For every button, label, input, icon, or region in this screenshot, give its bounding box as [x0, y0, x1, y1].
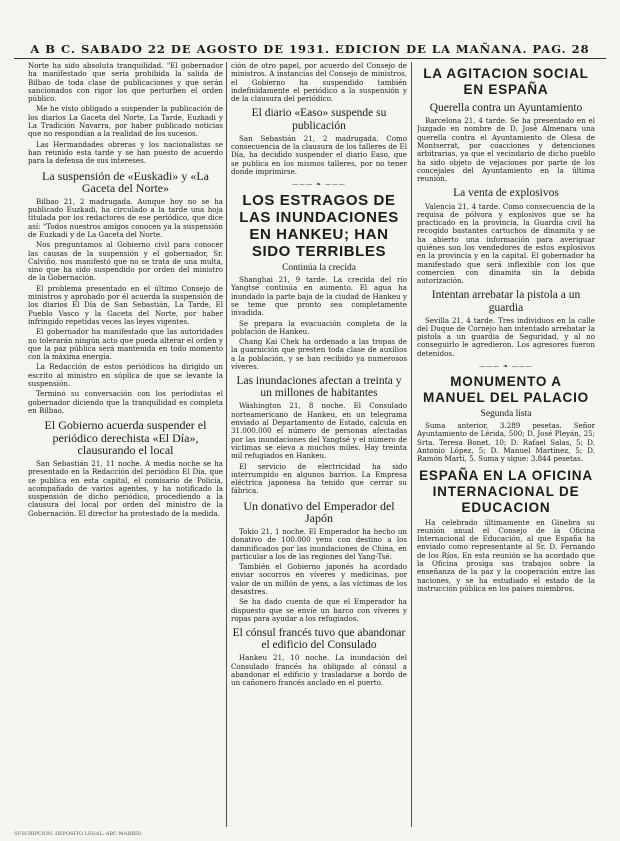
headline-educacion: ESPAÑA EN LA OFICINA INTERNACIONAL DE EDUCACION: [419, 467, 593, 515]
headline-el-dia: El Gobierno acuerda suspender el periódico derechista «El Día», clausurando el local: [44, 418, 207, 458]
article-text: También el Gobierno japonés ha acordado enviar socorros en víveres y medicinas, por valor de un millón de yens, a las víctimas de los desastres.: [231, 562, 407, 597]
headline-explosivos: La venta de explosivos: [453, 187, 559, 200]
article-text: Shanghai 21, 9 tarde. La crecida del río Yangtsé continúa en aumento. El agua ha inundado la parte baja de la ciudad de Hankeu y se teme que pronto sea completamente invadida.: [231, 275, 407, 318]
article-text: Me he visto obligado a suspender la publicación de los diarios La Gaceta del Norte, La Tarde, Euzkadi y La Tradición Navarra, por haber publicado noticias que no respondían a la realidad de los sucesos.: [28, 104, 223, 139]
headline-euskadi: La suspensión de «Euskadi» y «La Gaceta del Norte»: [42, 168, 209, 196]
article-text: Norte ha sido absoluta tranquilidad. "El gobernador ha manifestado que sería prohibida la salida de Bilbao de toda clase de publicaciones y que serán sancionados con rigor los que perturben el orden público.: [28, 62, 223, 104]
headline-hankeu: LOS ESTRAGOS DE LAS INUNDACIONES EN HANKEU; HAN SIDO TERRIBLES: [239, 192, 399, 261]
article-text: Wáshington 21, 8 noche. El Consulado norteamericano de Hankeu, en un telegrama enviado al Departamento de Estado, calcula en 31.000.000 el número de personas afectadas por las inundaciones del Yangtsé y el número de víctimas se eleva a muchos miles. Hay treinta mil refugiados en Hankeu.: [231, 401, 407, 461]
article-text: Las Hermandades obreras y los nacionalistas se han reunido esta tarde y se han puesto de acuerdo para la defensa de sus intereses.: [28, 139, 223, 166]
article-text: Barcelona 21, 4 tarde. Se ha presentado en el Juzgado en nombre de D. José Almenara una querella contra el Ayuntamiento de Olesa de Montserrat, por coacciones y detenciones arbitrarias, ya que el vecindario de dicho pueblo ha sido objeto de vejaciones por parte de los concejales del Ayuntamiento en la última reunión.: [417, 116, 595, 184]
subheadline: Continúa la crecida: [282, 263, 356, 274]
ornament-divider: ——— ❧ ———: [479, 363, 533, 371]
article-text: Bilbao 21, 2 madrugada. Aunque hoy no se ha publicado Euzkadi, ha circulado a la tarde una hoja titulada por los redactores de ese periódico, que dice así: "Todos nuestros amigos conocen ya la suspensión de Euzkadi y de La Gaceta del Norte.: [28, 196, 223, 239]
column-rule: [411, 62, 412, 827]
article-text: Se prepara la evacuación completa de la población de Hankeu.: [231, 318, 407, 336]
article-text: Tokio 21, 1 noche. El Emperador ha hecho un donativo de 100.000 yens con destino a los damnificados por las inundaciones de China, en particular a los de las regiones del Yang-Tsé.: [231, 526, 407, 561]
article-text: Valencia 21, 4 tarde. Como consecuencia de la requisa de pólvora y explosivos que se ha practicado en la provincia, la Guardia civil ha recogido bastantes cartuchos de dinamita y se ha abierto una información para averiguar quiénes son los vendedores de estos explosivos en la provincia y en la capital. El gobernador ha manifestado que será inflexible con los que comercien con dinamita sin la debida autorización.: [417, 201, 595, 286]
headline-pistola: Intentan arrebatar la pistola a un guardia: [431, 289, 581, 314]
headline-inundaciones: Las inundaciones afectan a treinta y un millones de habitantes: [236, 375, 402, 400]
footer-strip: SUSCRIPCION. DEPOSITO LEGAL. ABC MADRID: [14, 831, 142, 837]
headline-consul: El cónsul francés tuvo que abandonar el edificio del Consulado: [232, 627, 406, 652]
article-text: San Sebastián 21, 2 madrugada. Como consecuencia de la clausura de los talleres de El Día, ha decidido suspender el diario Easo, que se publica en los mismos talleres, por no tener donde imprimirse.: [231, 133, 407, 176]
article-text: La Redacción de estos periódicos ha dirigido un escrito al ministro en súplica de que se levante la suspensión.: [28, 362, 223, 388]
article-text: El problema presentado en el último Consejo de ministros y aprobado por él acuerda la suspensión de los diarios El Día de San Sebastián, La Tarde, El Pueblo Vasco y la Gaceta del Norte, por haber infringido repetidas veces las leyes vigentes.: [28, 283, 223, 326]
article-text: San Sebastián 21, 11 noche. A media noche se ha presentado en la Redacción del periódico El Día, que se publica en esta capital, el comisario de Policía, acompañado de varios agentes, y ha notificado la suspensión de dicho periódico, procediendo a la clausura del local por orden del ministro de la Gobernación. El director ha protestado de la medida.: [28, 458, 223, 518]
column-left: [28, 62, 223, 829]
headline-agitacion: LA AGITACION SOCIAL EN ESPAÑA: [423, 66, 589, 97]
article-text: ción de otro papel, por acuerdo del Consejo de ministros. A instancias del Consejo de ministros, el Gobierno ha suspendido también indefinidamente el periódico a la suspensión y de la clausura del periódico.: [231, 62, 407, 104]
article-text: El gobernador ha manifestado que las autoridades no tolerarán ningún acto que pueda alterar el orden y que la paz pública será mantenida en todo momento con la máxima energía.: [28, 327, 223, 362]
ornament-divider: ——— ❧ ———: [292, 181, 346, 189]
article-text: Chang Kai Chek ha ordenado a las tropas de la guarnición que presten toda clase de auxilios a la población, y se han recibido ya numerosos víveres.: [231, 337, 407, 372]
column-middle: [231, 62, 407, 829]
article-text: Sevilla 21, 4 tarde. Tres individuos en la calle del Duque de Cornejo han intentado arrebatar la pistola a un guardia de Seguridad, y al no conseguirlo le agredieron. Los agresores fueron detenidos.: [417, 315, 595, 358]
column-rule: [226, 62, 227, 827]
subheadline: Segunda lista: [480, 409, 532, 420]
article-text: Nos preguntamos al Gobierno civil para conocer las causas de la suspensión y el gobernador, Sr. Calviño, nos manifestó que no se trata de una multa, sino que ha sido suspendido por orden del ministro de la Gobernación.: [28, 240, 223, 283]
headline-emperador: Un donativo del Emperador del Japón: [243, 498, 395, 526]
column-right: [417, 62, 595, 829]
article-text: Suma anterior, 3.289 pesetas. Señor Ayuntamiento de Lérida, 500; D. José Pleyán, 25; Srta. Teresa Bonet, 10; D. Rafael Salas, 5; D. Antonio López, 5; D. Manuel Martínez, 5; D. Ramón Martí, 5. Suma y sigue: 3.844 pesetas.: [417, 421, 595, 464]
article-text: Ha celebrado últimamente en Ginebra su reunión anual el Consejo de la Oficina Internacional de Educación, al que España ha enviado como representante al Sr. D. Fernando de los Ríos. En esta reunión se ha acordado que la Oficina prosiga sus trabajos sobre la enseñanza de la paz y la cooperación entre las naciones, y se ha estudiado el estado de la instrucción pública en los países miembros.: [417, 517, 595, 593]
article-text: El servicio de electricidad ha sido interrumpido en algunos barrios. La Empresa eléctrica japonesa ha tenido que cerrar su fábrica.: [231, 461, 407, 496]
headline-querella: Querella contra un Ayuntamiento: [429, 102, 583, 114]
headline-easo: El diario «Easo» suspende su publicación: [251, 107, 387, 132]
article-text: Terminó su conversación con los periodistas el gobernador diciendo que la tranquilidad es completa en Bilbao.: [28, 389, 223, 415]
page-header: A B C. SABADO 22 DE AGOSTO DE 1931. EDICION DE LA MAÑANA. PAG. 28: [14, 42, 606, 59]
headline-monumento: MONUMENTO A MANUEL DEL PALACIO: [423, 374, 589, 406]
article-text: Hankeu 21, 10 noche. La inundación del Consulado francés ha obligado al cónsul a abandonar el edificio y trasladarse a bordo de un cañonero francés anclado en el puerto.: [231, 653, 407, 688]
article-text: Se ha dado cuenta de que el Emperador ha dispuesto que se envíe un barco con víveres y ropas para ayudar a los refugiados.: [231, 597, 407, 623]
